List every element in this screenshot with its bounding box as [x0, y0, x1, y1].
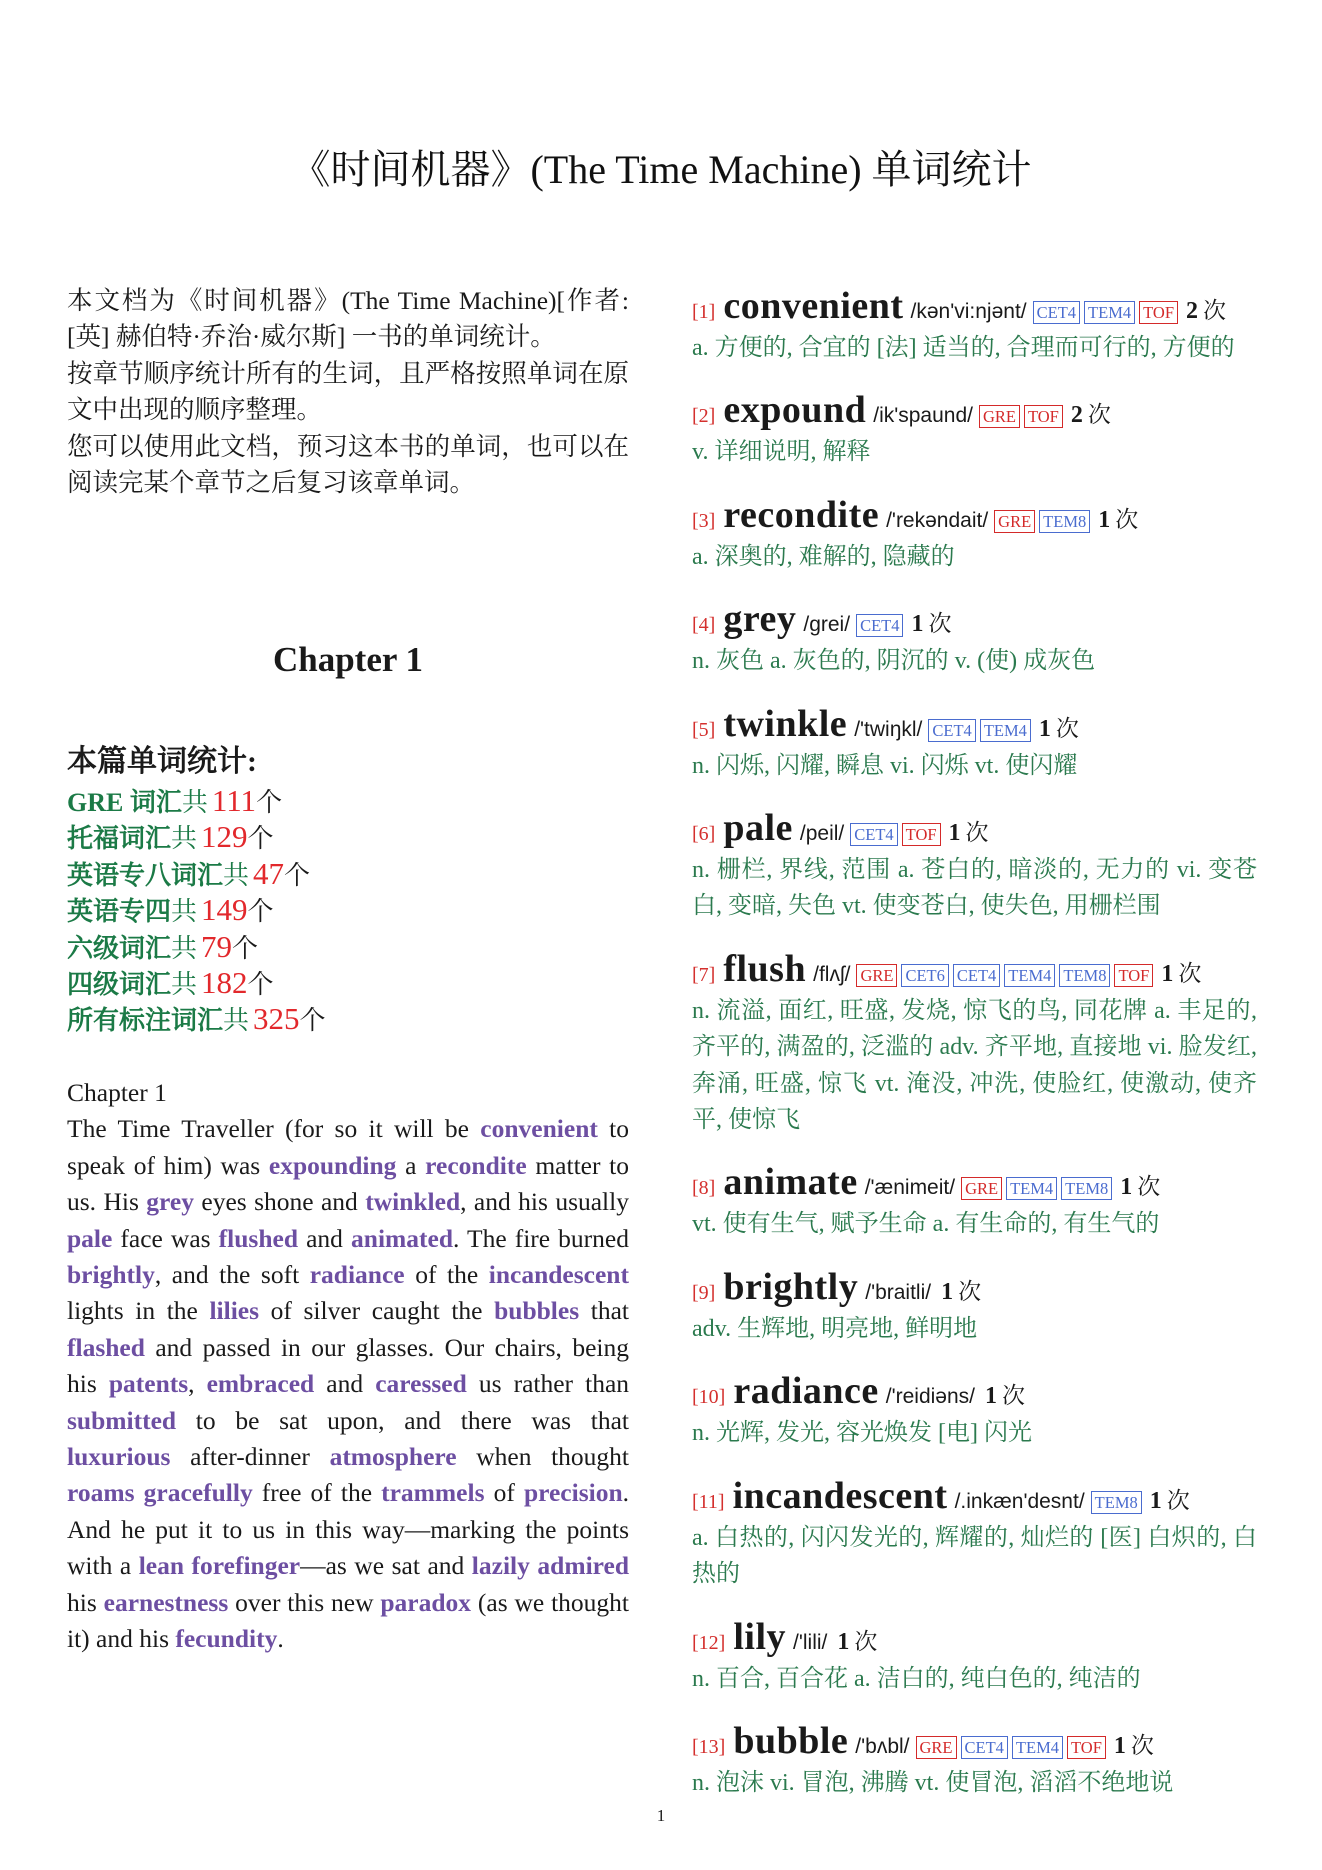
stat-label: 英语专八词汇	[67, 860, 224, 890]
stat-item	[67, 856, 629, 892]
tag-badge-tem8: TEM8	[1091, 1491, 1142, 1514]
stat-joiner: 共	[171, 824, 198, 854]
tag-badge-tem4: TEM4	[1004, 964, 1055, 987]
vocab-entry	[692, 389, 1257, 470]
tag-badge-tof: TOF	[1139, 301, 1178, 324]
entry-phonetic: /.inkæn'desnt/	[954, 1489, 1085, 1513]
entry-phonetic: /'twiŋkl/	[854, 717, 923, 741]
stat-count: 149	[201, 892, 248, 928]
entry-count	[1114, 1733, 1154, 1759]
entry-count-number: 1	[1098, 506, 1111, 533]
entry-count	[1071, 402, 1111, 428]
stat-joiner: 共	[223, 860, 250, 890]
stat-joiner: 共	[223, 1006, 250, 1036]
entry-word: incandescent	[732, 1474, 948, 1517]
entry-phonetic: /'braitli/	[865, 1280, 932, 1304]
text-run: and	[298, 1223, 352, 1253]
tag-badge-tof: TOF	[1067, 1736, 1106, 1759]
entry-count-number: 1	[911, 611, 924, 638]
stat-item	[67, 892, 629, 928]
entry-count-unit: 次	[1055, 715, 1079, 741]
entry-definition: n. 栅栏, 界线, 范围 a. 苍白的, 暗淡的, 无力的 vi. 变苍白, 变暗, 失色 vt. 使变苍白, 使失色, 用栅栏围	[692, 857, 1257, 920]
text-run: us rather than	[466, 1369, 630, 1399]
text-run: to speak of him) was	[67, 1114, 629, 1180]
text-run	[135, 1478, 144, 1507]
entry-index: [10]	[692, 1386, 726, 1409]
entry-phonetic: /ik'spaund/	[873, 404, 973, 428]
tag-badge-cet4: CET4	[1033, 301, 1080, 324]
stat-unit: 个	[247, 824, 274, 854]
entry-count	[949, 820, 989, 846]
entry-index: [8]	[692, 1177, 716, 1200]
highlighted-vocab-word: flushed	[218, 1223, 299, 1253]
text-run: . The fire burned	[453, 1223, 629, 1253]
entry-definition: n. 流溢, 面红, 旺盛, 发烧, 惊飞的鸟, 同花牌 a. 丰足的, 齐平的, 满盈的, 泛滥的 adv. 齐平地, 直接地 vi. 脸发红, 奔涌, 旺盛, 惊飞 vt. 淹没, 冲洗, 使脸红, 使激动, 使齐平, 使惊飞	[692, 997, 1257, 1134]
entry-count-unit: 次	[1166, 1487, 1190, 1513]
text-run: a	[396, 1150, 426, 1180]
entry-count	[1150, 1488, 1190, 1514]
entry-count	[837, 1629, 877, 1655]
intro-paragraph: 按章节顺序统计所有的生词，且严格按照单词在原文中出现的顺序整理。	[67, 358, 629, 425]
highlighted-vocab-word: gracefully	[143, 1478, 253, 1508]
stat-count: 325	[253, 1001, 300, 1037]
entry-count-unit: 次	[1137, 1174, 1161, 1200]
entry-count-number: 1	[948, 820, 961, 847]
entry-count-number: 1	[1120, 1174, 1133, 1201]
vocab-entry	[692, 1370, 1257, 1451]
entry-count	[1120, 1174, 1160, 1200]
text-run: over this new	[228, 1587, 381, 1617]
entry-index: [7]	[692, 963, 716, 986]
text-run: .	[277, 1624, 284, 1654]
stat-count: 129	[201, 819, 248, 855]
intro-paragraph: 您可以使用此文档，预习这本书的单词，也可以在阅读完某个章节之后复习该章单词。	[67, 431, 629, 498]
highlighted-vocab-word: fecundity	[175, 1624, 278, 1654]
tag-badge-tem8: TEM8	[1039, 510, 1090, 533]
text-run: , and the soft	[154, 1260, 310, 1290]
highlighted-vocab-word: roams	[67, 1478, 135, 1508]
entry-head	[692, 389, 1257, 434]
stat-count: 47	[253, 855, 285, 891]
entry-head	[692, 1370, 1257, 1415]
stat-item	[67, 783, 629, 819]
chapter-text-section	[67, 1075, 629, 1658]
stat-joiner: 共	[181, 788, 208, 817]
entry-index: [4]	[692, 614, 716, 637]
stat-unit: 个	[247, 897, 274, 927]
highlighted-vocab-word: lean	[138, 1551, 185, 1581]
entry-count	[941, 1279, 981, 1305]
stat-unit: 个	[299, 1006, 326, 1036]
highlighted-vocab-word: incandescent	[488, 1260, 629, 1290]
stat-count: 111	[211, 783, 257, 818]
entry-word: pale	[723, 807, 793, 850]
highlighted-vocab-word: atmosphere	[329, 1442, 457, 1472]
highlighted-vocab-word: brightly	[67, 1260, 155, 1290]
vocab-entry	[692, 807, 1257, 925]
tag-badge-gre: GRE	[961, 1177, 1002, 1200]
entry-count-number: 1	[1038, 715, 1051, 742]
entry-phonetic: /peil/	[799, 822, 845, 846]
entry-count-unit: 次	[1178, 960, 1202, 986]
entry-index: [5]	[692, 718, 716, 741]
entry-count-unit: 次	[1203, 298, 1227, 323]
entry-count-number: 2	[1186, 298, 1199, 324]
entry-word: twinkle	[723, 702, 848, 745]
highlighted-vocab-word: embraced	[206, 1369, 315, 1399]
entry-count	[1098, 507, 1138, 533]
intro-paragraph: 本文档为《时间机器》(The Time Machine)[作者: [英] 赫伯特·乔治·威尔斯] 一书的单词统计。	[67, 286, 629, 352]
text-run: (as we thought it) and his	[67, 1587, 630, 1654]
entry-definition: vt. 使有生气, 赋予生命 a. 有生命的, 有生气的	[692, 1211, 1160, 1238]
entry-head	[692, 285, 1257, 330]
entry-word: recondite	[723, 493, 880, 536]
entry-word: lily	[733, 1615, 787, 1658]
entry-count	[911, 611, 951, 637]
tag-badge-cet6: CET6	[901, 964, 948, 987]
vocab-entry	[692, 1615, 1257, 1697]
entry-count-unit: 次	[1115, 506, 1139, 532]
entry-phonetic: /flʌʃ/	[813, 962, 851, 986]
chapter-label: Chapter 1	[67, 1078, 167, 1107]
tag-badge-tem4: TEM4	[1006, 1177, 1057, 1200]
entry-head	[692, 1265, 1257, 1311]
entry-phonetic: /kən'vi:njənt/	[910, 300, 1027, 323]
highlighted-vocab-word: precision	[523, 1478, 623, 1508]
stat-item	[67, 1001, 629, 1037]
entry-definition: adv. 生辉地, 明亮地, 鲜明地	[692, 1315, 978, 1342]
highlighted-vocab-word: forefinger	[191, 1551, 301, 1581]
document-title: 《时间机器》(The Time Machine) 单词统计	[290, 147, 1032, 192]
highlighted-vocab-word: grey	[146, 1187, 194, 1217]
highlighted-vocab-word: patents	[108, 1369, 189, 1399]
tag-badge-gre: GRE	[916, 1736, 957, 1759]
highlighted-vocab-word: paradox	[380, 1587, 472, 1617]
highlighted-vocab-word: expounding	[268, 1150, 397, 1180]
entry-count	[1186, 298, 1226, 324]
entry-word: convenient	[723, 285, 904, 327]
stats-title: 本篇单词统计:	[67, 745, 257, 778]
text-run: lights in the	[67, 1296, 210, 1326]
entry-phonetic: /'ænimeit/	[864, 1176, 956, 1200]
highlighted-vocab-word: recondite	[425, 1150, 527, 1180]
vocab-entry	[692, 598, 1257, 679]
text-run: after-dinner	[170, 1442, 330, 1472]
tag-badge-gre: GRE	[856, 964, 897, 987]
text-run: . And he put it to us in this way—marking the points with a	[67, 1478, 630, 1581]
stat-count: 182	[201, 964, 248, 1000]
text-run: —as we sat and	[300, 1551, 472, 1581]
tag-badge-tof: TOF	[1024, 405, 1063, 428]
entry-count	[985, 1383, 1025, 1409]
text-run: of silver caught the	[259, 1296, 495, 1326]
highlighted-vocab-word: earnestness	[103, 1587, 229, 1617]
vocab-entry	[692, 702, 1257, 784]
tag-badge-tem4: TEM4	[980, 719, 1031, 742]
stat-label: 托福词汇	[67, 824, 172, 854]
entry-head	[692, 1615, 1257, 1661]
entry-count-number: 1	[985, 1383, 997, 1410]
stat-count: 79	[201, 928, 233, 964]
entry-word: flush	[723, 947, 807, 990]
text-run: of	[484, 1478, 524, 1508]
highlighted-vocab-word: luxurious	[67, 1442, 171, 1472]
entry-count-number: 1	[941, 1278, 954, 1305]
entry-count-unit: 次	[1130, 1732, 1154, 1758]
highlighted-vocab-word: twinkled	[365, 1187, 461, 1217]
stat-unit: 个	[256, 788, 283, 817]
page-number: 1	[656, 1806, 666, 1825]
text-run: eyes shone and	[193, 1187, 366, 1217]
stat-item	[67, 965, 629, 1001]
tag-badge-tem4: TEM4	[1012, 1736, 1063, 1759]
entry-word: bubble	[733, 1719, 849, 1762]
highlighted-vocab-word: convenient	[480, 1114, 598, 1144]
entry-definition: n. 百合, 百合花 a. 洁白的, 纯白色的, 纯洁的	[692, 1665, 1141, 1692]
entry-index: [2]	[692, 405, 716, 428]
chapter-heading: Chapter 1	[272, 640, 424, 679]
stat-item	[67, 929, 629, 965]
entry-phonetic: /'lili/	[793, 1630, 828, 1654]
tag-badge-tem4: TEM4	[1084, 301, 1135, 324]
chapter-paragraph	[67, 1111, 629, 1657]
vocab-entry	[692, 493, 1257, 575]
entry-count	[1039, 716, 1079, 742]
text-run: when thought	[456, 1442, 629, 1472]
entry-count-number: 1	[837, 1628, 850, 1655]
entry-word: expound	[723, 389, 867, 432]
text-run: free of the	[252, 1478, 382, 1508]
entry-head	[692, 1161, 1257, 1206]
highlighted-vocab-word: flashed	[67, 1332, 145, 1362]
stat-unit: 个	[284, 860, 311, 890]
tag-badge-tem8: TEM8	[1061, 1177, 1112, 1200]
text-run: and passed in our glasses. Our chairs, being his	[67, 1332, 629, 1399]
tag-badge-tof: TOF	[1114, 964, 1153, 987]
stat-joiner: 共	[171, 897, 198, 927]
entry-phonetic: /'reidiəns/	[885, 1385, 975, 1409]
tag-badge-cet4: CET4	[928, 719, 975, 742]
stat-label: 六级词汇	[67, 933, 172, 963]
vocab-entry	[692, 1719, 1257, 1801]
entry-definition: a. 方便的, 合宜的 [法] 适当的, 合理而可行的, 方便的	[692, 335, 1235, 361]
entry-count-unit: 次	[854, 1628, 878, 1654]
entry-word: grey	[723, 598, 797, 641]
tag-badge-cet4: CET4	[850, 823, 897, 846]
text-run	[184, 1551, 192, 1580]
stats-list	[67, 783, 629, 1038]
highlighted-vocab-word: admired	[537, 1551, 630, 1581]
vocab-entry	[692, 285, 1257, 366]
highlighted-vocab-word: submitted	[67, 1405, 177, 1435]
entry-count-number: 1	[1113, 1732, 1126, 1759]
entry-head	[692, 1474, 1257, 1520]
tag-badge-gre: GRE	[979, 405, 1020, 428]
text-run: to be sat upon, and there was that	[176, 1405, 629, 1435]
entry-count-unit: 次	[1002, 1383, 1025, 1409]
vocabulary-list	[692, 285, 1257, 1827]
entry-count-unit: 次	[928, 611, 952, 637]
tag-badge-gre: GRE	[994, 510, 1035, 533]
text-run: face was	[112, 1223, 219, 1253]
intro-section	[67, 283, 629, 501]
entry-head	[692, 702, 1257, 748]
tag-badge-cet4: CET4	[856, 614, 903, 637]
text-run: matter to us. His	[67, 1150, 629, 1217]
highlighted-vocab-word: bubbles	[494, 1296, 580, 1326]
entry-index: [11]	[692, 1490, 725, 1513]
vocab-entry	[692, 1161, 1257, 1242]
text-run: The Time Traveller (for so it will be	[67, 1114, 481, 1144]
entry-count-unit: 次	[1087, 402, 1111, 428]
stat-joiner: 共	[171, 969, 198, 999]
entry-definition: n. 泡沫 vi. 冒泡, 沸腾 vt. 使冒泡, 滔滔不绝地说	[692, 1769, 1174, 1796]
entry-index: [1]	[692, 301, 716, 323]
entry-phonetic: /'rekəndait/	[886, 508, 989, 532]
entry-index: [13]	[692, 1735, 726, 1758]
text-run: ,	[188, 1369, 207, 1399]
highlighted-vocab-word: trammels	[381, 1478, 485, 1508]
entry-definition: v. 详细说明, 解释	[692, 439, 871, 466]
stat-label: 所有标注词汇	[67, 1006, 224, 1036]
stat-joiner: 共	[171, 933, 198, 963]
entry-head	[692, 493, 1257, 539]
vocab-entry	[692, 1265, 1257, 1347]
entry-definition: a. 深奥的, 难解的, 隐藏的	[692, 543, 955, 570]
entry-count-unit: 次	[958, 1278, 982, 1304]
text-run: and	[314, 1369, 376, 1399]
stat-unit: 个	[232, 933, 259, 963]
highlighted-vocab-word: radiance	[309, 1260, 405, 1290]
vocab-entry	[692, 947, 1257, 1139]
text-run: of the	[404, 1260, 489, 1290]
text-run: that	[579, 1296, 629, 1326]
text-run: , and his usually	[460, 1187, 629, 1217]
stat-label: 四级词汇	[67, 969, 172, 999]
entry-definition: n. 光辉, 发光, 容光焕发 [电] 闪光	[692, 1420, 1032, 1447]
text-run: his	[67, 1587, 104, 1617]
entry-word: radiance	[733, 1370, 879, 1413]
highlighted-vocab-word: pale	[67, 1223, 113, 1253]
highlighted-vocab-word: animated	[351, 1223, 454, 1253]
highlighted-vocab-word: lazily	[471, 1551, 530, 1581]
entry-phonetic: /'bʌbl/	[855, 1734, 910, 1758]
entry-head	[692, 1719, 1257, 1765]
entry-count-number: 2	[1070, 402, 1083, 429]
entry-head	[692, 807, 1257, 852]
entry-count-unit: 次	[965, 820, 989, 846]
entry-index: [6]	[692, 823, 716, 846]
vocab-entry	[692, 1474, 1257, 1593]
entry-phonetic: /grei/	[803, 613, 851, 637]
entry-count-number: 1	[1161, 960, 1174, 987]
highlighted-vocab-word: lilies	[209, 1296, 260, 1326]
tag-badge-cet4: CET4	[953, 964, 1000, 987]
entry-head	[692, 947, 1257, 993]
tag-badge-cet4: CET4	[961, 1736, 1008, 1759]
entry-count-number: 1	[1149, 1487, 1162, 1514]
stat-unit: 个	[247, 969, 274, 999]
entry-index: [12]	[692, 1631, 726, 1654]
tag-badge-tof: TOF	[902, 823, 941, 846]
entry-definition: n. 灰色 a. 灰色的, 阴沉的 v. (使) 成灰色	[692, 648, 1096, 675]
highlighted-vocab-word: caressed	[375, 1369, 467, 1399]
stat-label: 英语专四	[67, 897, 172, 927]
tag-badge-tem8: TEM8	[1059, 964, 1110, 987]
entry-index: [9]	[692, 1281, 716, 1304]
entry-index: [3]	[692, 509, 716, 532]
entry-head	[692, 598, 1257, 643]
stat-label: GRE 词汇	[67, 788, 182, 817]
entry-word: animate	[723, 1161, 858, 1204]
entry-definition: n. 闪烁, 闪耀, 瞬息 vi. 闪烁 vt. 使闪耀	[692, 752, 1078, 779]
entry-definition: a. 白热的, 闪闪发光的, 辉耀的, 灿烂的 [医] 白炽的, 白热的	[692, 1524, 1257, 1588]
stat-item	[67, 819, 629, 855]
entry-count	[1161, 961, 1201, 987]
entry-word: brightly	[723, 1265, 859, 1308]
